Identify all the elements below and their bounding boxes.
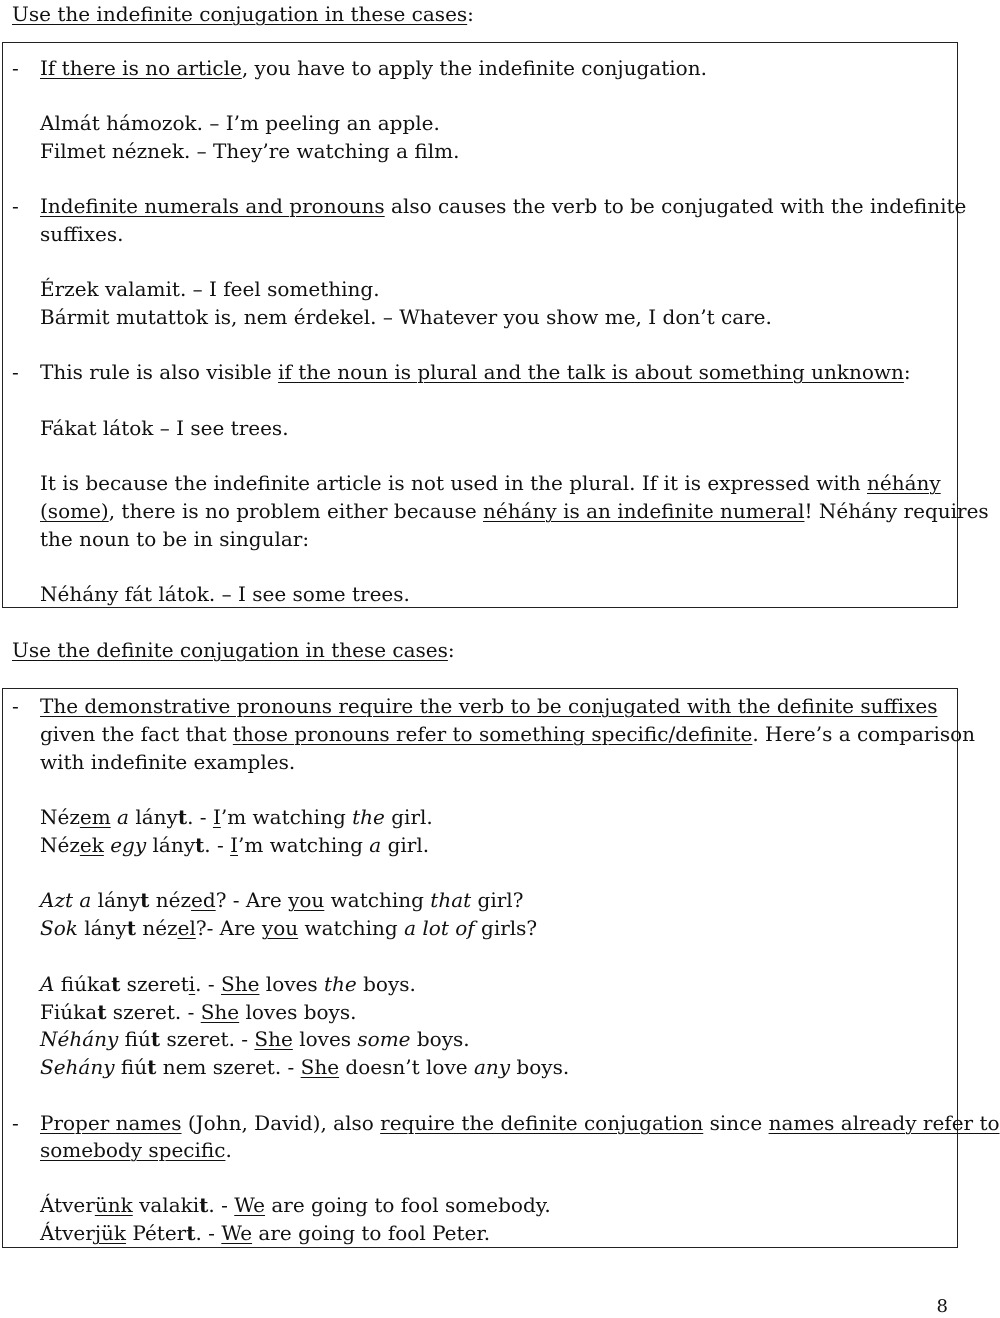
ex-text: fiúka xyxy=(54,972,112,996)
ex-pronoun: I xyxy=(212,805,221,829)
ex-text: ’m watching xyxy=(238,833,370,857)
ex-text: boys. xyxy=(410,1027,470,1051)
ex-determiner: any xyxy=(473,1055,511,1079)
rule-text: also causes the verb to be conjugated with the indefinite xyxy=(384,194,967,218)
rule-link: The demonstrative pronouns require the verb to be conjugated with the definite suffixes xyxy=(40,694,938,718)
page-number: 8 xyxy=(936,1296,948,1317)
ex-text: Péter xyxy=(126,1221,187,1245)
ex-suffix: el xyxy=(177,916,196,940)
rule-text: given the fact that xyxy=(40,722,233,746)
ex-text: loves xyxy=(292,1027,358,1051)
rule-demonstrative xyxy=(40,692,937,720)
ex-text: lány xyxy=(146,833,195,857)
ex-determiner: Sehány xyxy=(40,1055,115,1079)
ex-text: ?- Are xyxy=(195,916,262,940)
paragraph-link: néhány is an indefinite numeral xyxy=(483,499,805,523)
ex-text: fiú xyxy=(118,1027,151,1051)
ex-text: . - xyxy=(204,833,231,857)
ex-pronoun: you xyxy=(288,888,325,912)
ex-determiner: Azt a xyxy=(40,888,92,912)
heading-colon: : xyxy=(447,638,455,662)
paragraph-line: the noun to be in singular: xyxy=(40,527,310,551)
ex-accusative: t xyxy=(147,1055,157,1079)
ex-pronoun: We xyxy=(234,1193,265,1217)
ex-accusative: t xyxy=(97,1000,107,1024)
rule-link: somebody specific xyxy=(40,1138,226,1162)
example-line: Néhány fát látok. – I see some trees. xyxy=(40,582,410,606)
ex-article: the xyxy=(352,805,385,829)
ex-accusative: t xyxy=(140,888,150,912)
ex-text: nem szeret. - xyxy=(156,1055,301,1079)
heading-text: Use the definite conjugation in these cases xyxy=(12,638,448,662)
ex-determiner: Néhány xyxy=(40,1027,119,1051)
rule-colon: : xyxy=(903,360,911,384)
example-line xyxy=(40,886,523,914)
ex-pronoun: She xyxy=(254,1027,293,1051)
ex-text: néz xyxy=(135,916,178,940)
bullet-dash: - xyxy=(12,360,19,384)
ex-text: . - xyxy=(195,1221,222,1245)
ex-pronoun: I xyxy=(230,833,238,857)
rule-link: if the noun is plural and the talk is about something unknown xyxy=(278,360,904,384)
rule-text: This rule is also visible xyxy=(40,360,279,384)
ex-text: ’m watching xyxy=(220,805,353,829)
ex-text: watching xyxy=(324,888,431,912)
ex-pronoun: She xyxy=(300,1055,340,1079)
ex-text: szeret. - xyxy=(106,1000,201,1024)
ex-text: Néz xyxy=(40,833,80,857)
ex-text: . - xyxy=(187,805,213,829)
paragraph-text: It is because the indefinite article is not used in the plural. If it is expressed with xyxy=(40,471,867,495)
rule-link: If there is no article xyxy=(40,56,242,80)
ex-text: boys. xyxy=(510,1055,570,1079)
ex-article: a xyxy=(117,805,129,829)
ex-text: doesn’t love xyxy=(339,1055,474,1079)
ex-text: girls? xyxy=(474,916,538,940)
ex-text: szeret xyxy=(120,972,189,996)
ex-text: fiú xyxy=(114,1055,148,1079)
example-line xyxy=(40,970,416,998)
example-line xyxy=(40,1053,569,1081)
ex-accusative: t xyxy=(199,1193,209,1217)
rule-text: . xyxy=(225,1138,232,1162)
ex-text: . - xyxy=(195,972,222,996)
rule-proper-names xyxy=(40,1109,1000,1137)
example-line: Bármit mutattok is, nem érdekel. – Whatever you show me, I don’t care. xyxy=(40,305,772,329)
ex-text: loves boys. xyxy=(239,1000,357,1024)
heading-text: Use the indefinite conjugation in these cases xyxy=(12,2,468,26)
heading-colon: : xyxy=(467,2,474,26)
paragraph-link: (some) xyxy=(40,499,109,523)
ex-text: Fiúka xyxy=(40,1000,98,1024)
ex-text: szeret. - xyxy=(160,1027,255,1051)
ex-article: egy xyxy=(110,833,147,857)
ex-text: valaki xyxy=(132,1193,200,1217)
rule-demonstrative-line2 xyxy=(40,720,975,748)
paragraph-link: néhány xyxy=(867,471,941,495)
ex-text: ? - Are xyxy=(215,888,289,912)
paragraph-text: ! Néhány requires xyxy=(804,499,989,523)
rule-text: . Here’s a comparison xyxy=(752,722,976,746)
ex-article: the xyxy=(324,972,357,996)
example-line xyxy=(40,1191,551,1219)
ex-text: watching xyxy=(298,916,405,940)
ex-accusative: t xyxy=(126,916,136,940)
ex-accusative: t xyxy=(195,833,205,857)
section-heading-definite xyxy=(12,636,455,664)
ex-text: lány xyxy=(77,916,127,940)
ex-accusative: t xyxy=(177,805,188,829)
ex-accusative: t xyxy=(186,1221,196,1245)
ex-text: lány xyxy=(128,805,178,829)
example-line: Filmet néznek. – They’re watching a film. xyxy=(40,139,460,163)
bullet-dash: - xyxy=(12,694,19,718)
example-line: Fákat látok – I see trees. xyxy=(40,416,289,440)
rule-indefinite-numerals xyxy=(40,192,966,220)
rule-demonstrative-line3: with indefinite examples. xyxy=(40,750,296,774)
rule-link: names already refer to xyxy=(768,1111,1000,1135)
ex-text: are going to fool somebody. xyxy=(265,1193,551,1217)
example-line: Almát hámozok. – I’m peeling an apple. xyxy=(40,111,440,135)
bullet-dash: - xyxy=(12,1111,19,1135)
ex-text: . - xyxy=(208,1193,235,1217)
ex-suffix: ünk xyxy=(94,1193,133,1217)
bullet-dash: - xyxy=(12,56,19,80)
ex-suffix: em xyxy=(79,805,111,829)
rule-text: since xyxy=(703,1111,769,1135)
example-line xyxy=(40,803,433,831)
rule-no-article xyxy=(40,54,707,82)
rule-text: (John, David), also xyxy=(181,1111,381,1135)
rule-link: those pronouns refer to something specific/definite xyxy=(232,722,753,746)
ex-text: boys. xyxy=(356,972,416,996)
ex-pronoun: We xyxy=(221,1221,253,1245)
ex-determiner: a lot of xyxy=(404,916,475,940)
ex-text: loves xyxy=(259,972,324,996)
rule-link: Proper names xyxy=(40,1111,182,1135)
paragraph-text: , there is no problem either because xyxy=(108,499,484,523)
bullet-dash: - xyxy=(12,194,19,218)
ex-suffix: i xyxy=(188,972,196,996)
ex-pronoun: She xyxy=(221,972,260,996)
rule-text-continued: suffixes. xyxy=(40,222,124,246)
paragraph-line xyxy=(40,469,941,497)
ex-text: girl. xyxy=(381,833,430,857)
ex-accusative: t xyxy=(150,1027,161,1051)
paragraph-line xyxy=(40,497,989,525)
example-line xyxy=(40,914,537,942)
ex-text: Néz xyxy=(40,805,80,829)
rule-plural-noun xyxy=(40,358,911,386)
ex-determiner: Sok xyxy=(40,916,78,940)
section-heading-indefinite xyxy=(12,0,474,28)
ex-article: A xyxy=(40,972,55,996)
ex-text: Átver xyxy=(40,1221,95,1245)
ex-accusative: t xyxy=(111,972,121,996)
ex-article: a xyxy=(369,833,382,857)
ex-text: are going to fool Peter. xyxy=(252,1221,491,1245)
example-line xyxy=(40,1025,470,1053)
ex-suffix: ed xyxy=(191,888,216,912)
rule-link: Indefinite numerals and pronouns xyxy=(40,194,385,218)
example-line: Érzek valamit. – I feel something. xyxy=(40,277,380,301)
example-line xyxy=(40,998,356,1026)
ex-determiner: that xyxy=(430,888,472,912)
ex-text: girl. xyxy=(384,805,433,829)
ex-suffix: ek xyxy=(79,833,104,857)
ex-text: girl? xyxy=(471,888,524,912)
ex-text: lány xyxy=(91,888,141,912)
example-line xyxy=(40,831,429,859)
ex-determiner: some xyxy=(357,1027,411,1051)
ex-text: néz xyxy=(149,888,192,912)
ex-pronoun: you xyxy=(261,916,299,940)
ex-text: Átver xyxy=(40,1193,95,1217)
ex-suffix: jük xyxy=(94,1221,127,1245)
rule-link: require the definite conjugation xyxy=(380,1111,704,1135)
rule-proper-names-line2 xyxy=(40,1136,232,1164)
example-line xyxy=(40,1219,490,1247)
ex-pronoun: She xyxy=(200,1000,240,1024)
rule-text: , you have to apply the indefinite conjugation. xyxy=(241,56,707,80)
